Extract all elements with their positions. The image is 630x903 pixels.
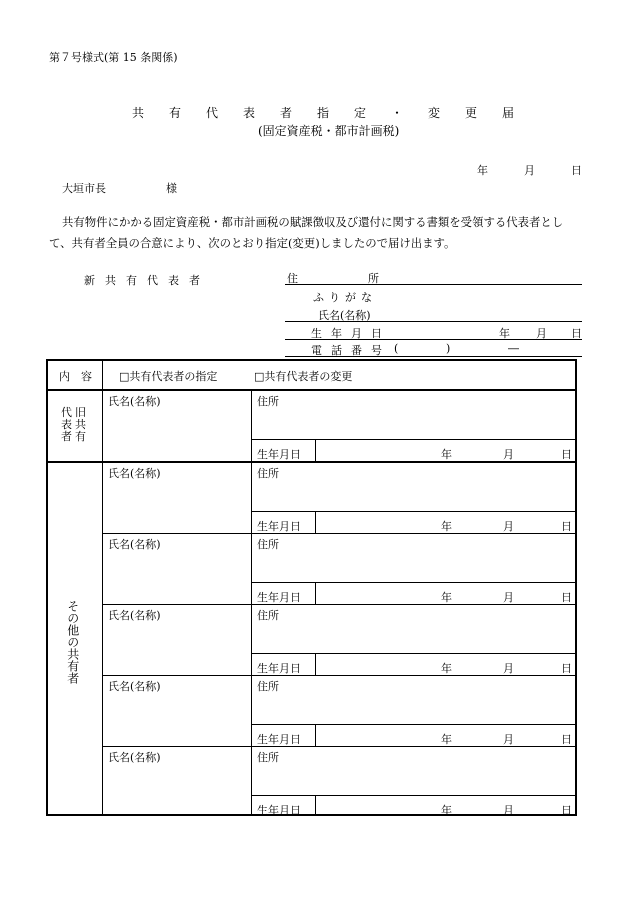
other-owner-birth-label: 生年月日 (257, 591, 301, 604)
other-owner-address-label: 住所 (257, 538, 279, 551)
new-rep-birth-year: 年 (499, 327, 510, 340)
body-text-line1: 共有物件にかかる固定資産税・都市計画税の賦課徴収及び還付に関する書類を受領する代表者とし (62, 215, 564, 229)
new-rep-name-label: 氏名(名称) (318, 309, 371, 322)
old-rep-address-label: 住所 (257, 395, 279, 408)
addressee-office: 大垣市長 (62, 182, 106, 195)
date-month: 月 (524, 164, 535, 177)
form-table (46, 359, 577, 816)
other-owner-birth-label: 生年月日 (257, 520, 301, 533)
other-owner-name-label: 氏名(名称) (108, 538, 161, 551)
option-designate[interactable]: □共有代表者の指定 (119, 370, 218, 383)
other-owner-birth-month: 月 (503, 662, 514, 675)
other-owner-birth-label: 生年月日 (257, 662, 301, 675)
other-owner-name-label: 氏名(名称) (108, 751, 161, 764)
old-rep-name-label: 氏名(名称) (108, 395, 161, 408)
new-rep-phone-label: 電話番号 (311, 344, 391, 357)
new-rep-phone-line[interactable] (285, 356, 582, 357)
old-rep-birth-label: 生年月日 (257, 448, 301, 461)
other-owner-address-label: 住所 (257, 680, 279, 693)
new-rep-furigana-label: ふりがな (313, 291, 377, 304)
other-owner-birth-year: 年 (441, 733, 452, 746)
new-rep-name-line[interactable] (285, 321, 582, 322)
old-rep-birth-day: 日 (561, 448, 572, 461)
other-owner-birth-year: 年 (441, 520, 452, 533)
other-owner-name-label: 氏名(名称) (108, 609, 161, 622)
other-owner-birth-year: 年 (441, 804, 452, 817)
new-rep-heading: 新共有代表者 (84, 274, 210, 287)
other-owner-address-label: 住所 (257, 609, 279, 622)
new-rep-birth-line[interactable] (285, 339, 582, 340)
new-rep-birth-day: 日 (571, 327, 582, 340)
others-label: その他の共有者 (65, 600, 80, 684)
body-text-line2: て、共有者全員の合意により、次のとおり指定(変更)しましたので届け出ます。 (49, 236, 456, 250)
other-owner-birth-day: 日 (561, 662, 572, 675)
other-owner-birth-label: 生年月日 (257, 733, 301, 746)
other-owner-birth-month: 月 (503, 591, 514, 604)
other-owner-address-label: 住所 (257, 467, 279, 480)
other-owner-birth-month: 月 (503, 520, 514, 533)
form-number: 第７号様式(第 15 条関係) (49, 51, 178, 64)
date-day: 日 (571, 164, 582, 177)
old-rep-birth-year: 年 (441, 448, 452, 461)
other-owner-address-label: 住所 (257, 751, 279, 764)
other-owner-birth-year: 年 (441, 662, 452, 675)
other-owner-birth-label: 生年月日 (257, 804, 301, 817)
other-owner-birth-year: 年 (441, 591, 452, 604)
new-rep-birth-month: 月 (536, 327, 547, 340)
new-rep-phone-close: ) (446, 342, 451, 355)
form-title: 共有代表者指定・変更届 (132, 106, 540, 120)
old-rep-label: 旧 共 有 代 表 者 (61, 406, 86, 443)
other-owner-birth-day: 日 (561, 520, 572, 533)
other-owner-birth-day: 日 (561, 591, 572, 604)
other-owner-birth-day: 日 (561, 733, 572, 746)
addressee-honorific: 様 (166, 182, 177, 195)
new-rep-phone-dash: ― (508, 342, 519, 355)
new-rep-phone-open: ( (394, 342, 399, 355)
form-subtitle: (固定資産税・都市計画税) (258, 124, 400, 138)
new-rep-birth-label: 生年月日 (311, 327, 391, 340)
other-owner-birth-month: 月 (503, 804, 514, 817)
other-owner-name-label: 氏名(名称) (108, 680, 161, 693)
date-year: 年 (477, 164, 488, 177)
option-change[interactable]: □共有代表者の変更 (254, 370, 353, 383)
content-header-label: 内容 (59, 370, 103, 383)
new-rep-address-label: 住所 (287, 272, 449, 285)
old-rep-birth-month: 月 (503, 448, 514, 461)
other-owner-birth-day: 日 (561, 804, 572, 817)
other-owner-name-label: 氏名(名称) (108, 467, 161, 480)
other-owner-birth-month: 月 (503, 733, 514, 746)
new-rep-address-line[interactable] (285, 284, 582, 285)
